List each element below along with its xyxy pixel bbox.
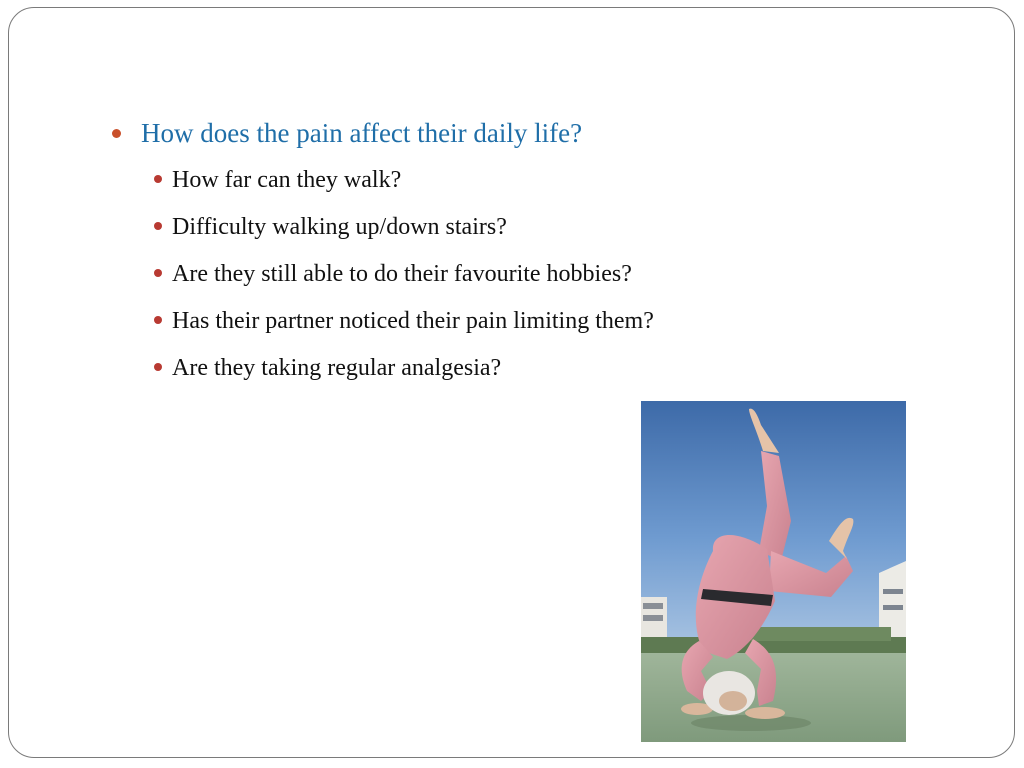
sub-bullet-text: How far can they walk? — [172, 167, 402, 193]
sub-bullet — [154, 345, 872, 392]
sub-bullet-text: Has their partner noticed their pain limiting them? — [172, 308, 654, 334]
headstand-photo — [641, 401, 906, 742]
bullet-dot-icon — [154, 222, 162, 230]
sub-bullet-list — [154, 157, 872, 392]
bullet-dot-icon — [154, 316, 162, 324]
sub-bullet-text: Are they taking regular analgesia? — [172, 355, 502, 381]
sub-bullet-text: Difficulty walking up/down stairs? — [172, 214, 507, 240]
main-bullet — [112, 118, 872, 149]
bullet-dot-icon — [154, 175, 162, 183]
sub-bullet — [154, 298, 872, 345]
sub-bullet — [154, 157, 872, 204]
slide-content — [112, 118, 872, 392]
bullet-dot-icon — [154, 363, 162, 371]
main-bullet-text: How does the pain affect their daily life? — [141, 118, 583, 148]
sub-bullet — [154, 204, 872, 251]
bullet-dot-icon — [112, 129, 121, 138]
sub-bullet — [154, 251, 872, 298]
bullet-dot-icon — [154, 269, 162, 277]
sub-bullet-text: Are they still able to do their favourite hobbies? — [172, 261, 632, 287]
